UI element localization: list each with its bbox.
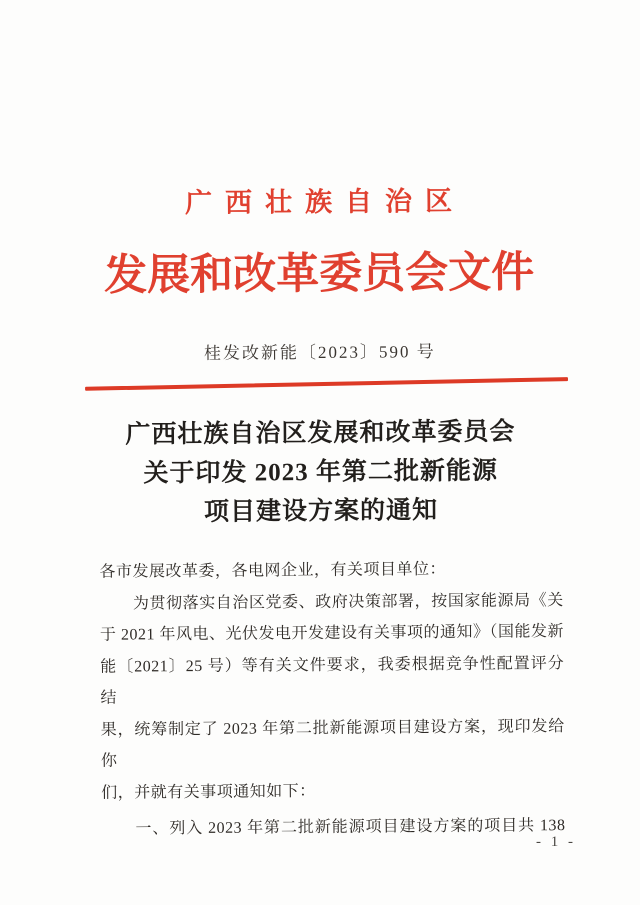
red-letterhead [0, 0, 639, 299]
notice-title-line-1: 广西壮族自治区发展和改革委员会 [125, 418, 516, 449]
notice-title-line-2: 关于印发 2023 年第二批新能源 [143, 457, 499, 488]
body-text-line: 为贯彻落实自治区党委、政府决策部署，按国家能源局《关 [99, 591, 564, 613]
document-number: 桂发改新能〔2023〕590 号 [203, 342, 436, 363]
notice-body [1, 552, 640, 846]
body-text-line: 们，并就有关事项通知如下： [101, 782, 316, 802]
red-divider-rule [85, 377, 568, 391]
notice-title [0, 411, 640, 533]
body-salutation-line: 各市发展改革委，各电网企业，有关项目单位： [99, 561, 447, 581]
notice-title-line-3: 项目建设方案的通知 [203, 497, 439, 526]
body-text-line: 于 2021 年风电、光伏发电开发建设有关事项的通知》（国能发新 [99, 623, 565, 644]
body-text-line: 果，统筹制定了 2023 年第二批新能源项目建设方案，现印发给你 [100, 717, 565, 770]
body-text-line: 能〔2021〕25 号）等有关文件要求，我委根据竞争性配置评分结 [100, 654, 565, 707]
page-number: - 1 - [536, 834, 576, 850]
region-title: 广西壮族自治区 [184, 185, 466, 219]
organization-title: 发展和改革委员会文件 [103, 249, 535, 300]
body-text-line: 一、列入 2023 年第二批新能源项目建设方案的项目共 138 [101, 817, 566, 838]
